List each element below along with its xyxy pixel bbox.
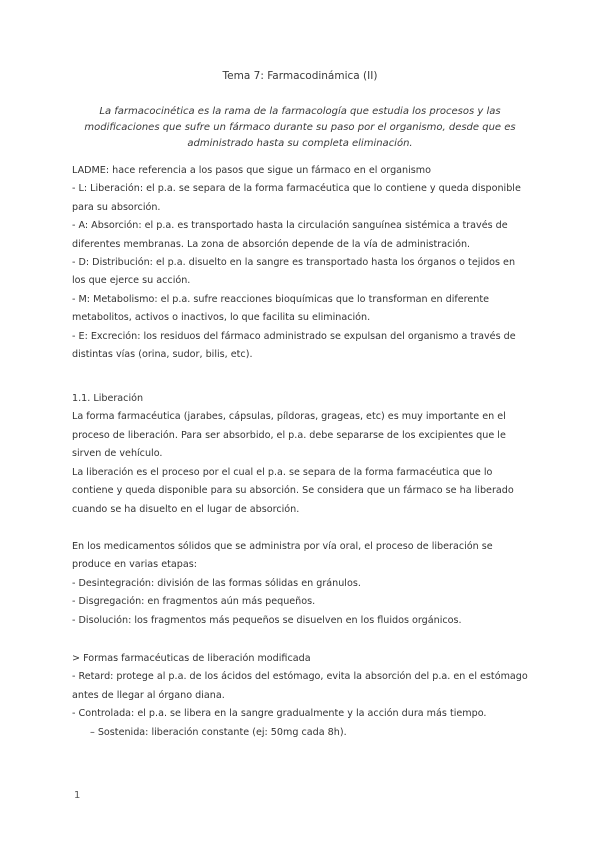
modificada-item-controlada: - Controlada: el p.a. se libera en la sangre gradualmente y la acción dura más tiempo.	[72, 708, 487, 720]
ladme-item-l: - L: Liberación: el p.a. se separa de la forma farmacéutica que lo contiene y queda disponible para su absorción.	[72, 183, 521, 213]
modificada-subitem-sostenida: – Sostenida: liberación constante (ej: 50mg cada 8h).	[90, 726, 347, 738]
ladme-item-m: - M: Metabolismo: el p.a. sufre reacciones bioquímicas que lo transforman en diferente metabolitos, activos o inactivos, lo que facilita su eliminación.	[72, 293, 490, 324]
document-title: Tema 7: Farmacodinámica (II)	[222, 70, 378, 82]
ladme-heading: LADME: hace referencia a los pasos que sigue un fármaco en el organismo	[72, 165, 432, 176]
liberacion-paragraph-2-block	[72, 464, 528, 519]
ladme-section	[72, 162, 528, 364]
liberacion-stages-block	[72, 538, 528, 630]
ladme-item-e: - E: Excreción: los residuos del fármaco administrado se expulsan del organismo a través de distintas vías (orina, sudor, bilis, etc).	[72, 330, 516, 361]
ladme-item-d: - D: Distribución: el p.a. disuelto en la sangre es transportado hasta los órganos o tejidos en los que ejerce su acción.	[72, 257, 516, 287]
liberacion-paragraph-1: La forma farmacéutica (jarabes, cápsulas, píldoras, grageas, etc) es muy importante en el proceso de liberación. Para ser absorbido, el p.a. debe separarse de los excipientes que le sirven de vehículo.	[72, 411, 506, 460]
intro-paragraph: La farmacocinética es la rama de la farmacología que estudia los procesos y las modificaciones que sufre un fármaco durante su paso por el organismo, desde que es administrado hasta su completa eliminación.	[84, 106, 516, 149]
liberacion-heading: 1.1. Liberación	[72, 393, 144, 404]
stage-desintegracion: - Desintegración: división de las formas sólidas en gránulos.	[72, 577, 361, 589]
modificada-heading: > Formas farmacéuticas de liberación modificada	[72, 653, 311, 664]
page-number: 1	[74, 790, 81, 801]
stage-disolucion: - Disolución: los fragmentos más pequeños se disuelven en los fluidos orgánicos.	[72, 614, 462, 626]
liberacion-paragraph-3: En los medicamentos sólidos que se administra por vía oral, el proceso de liberación se produce en varias etapas:	[72, 541, 493, 571]
liberacion-paragraph-2: La liberación es el proceso por el cual el p.a. se separa de la forma farmacéutica que lo contiene y queda disponible para su absorción. Se considera que un fármaco se ha liberado cuando se ha disuelto en el lugar de absorción.	[72, 467, 514, 515]
modificada-section	[72, 650, 528, 742]
liberacion-section	[72, 390, 528, 464]
stage-disgregacion: - Disgregación: en fragmentos aún más pequeños.	[72, 596, 316, 608]
ladme-item-a: - A: Absorción: el p.a. es transportado hasta la circulación sanguínea sistémica a través de diferentes membranas. La zona de absorción depende de la vía de administración.	[72, 220, 508, 250]
modificada-item-retard: - Retard: protege al p.a. de los ácidos del estómago, evita la absorción del p.a. en el estómago antes de llegar al órgano diana.	[72, 671, 528, 701]
